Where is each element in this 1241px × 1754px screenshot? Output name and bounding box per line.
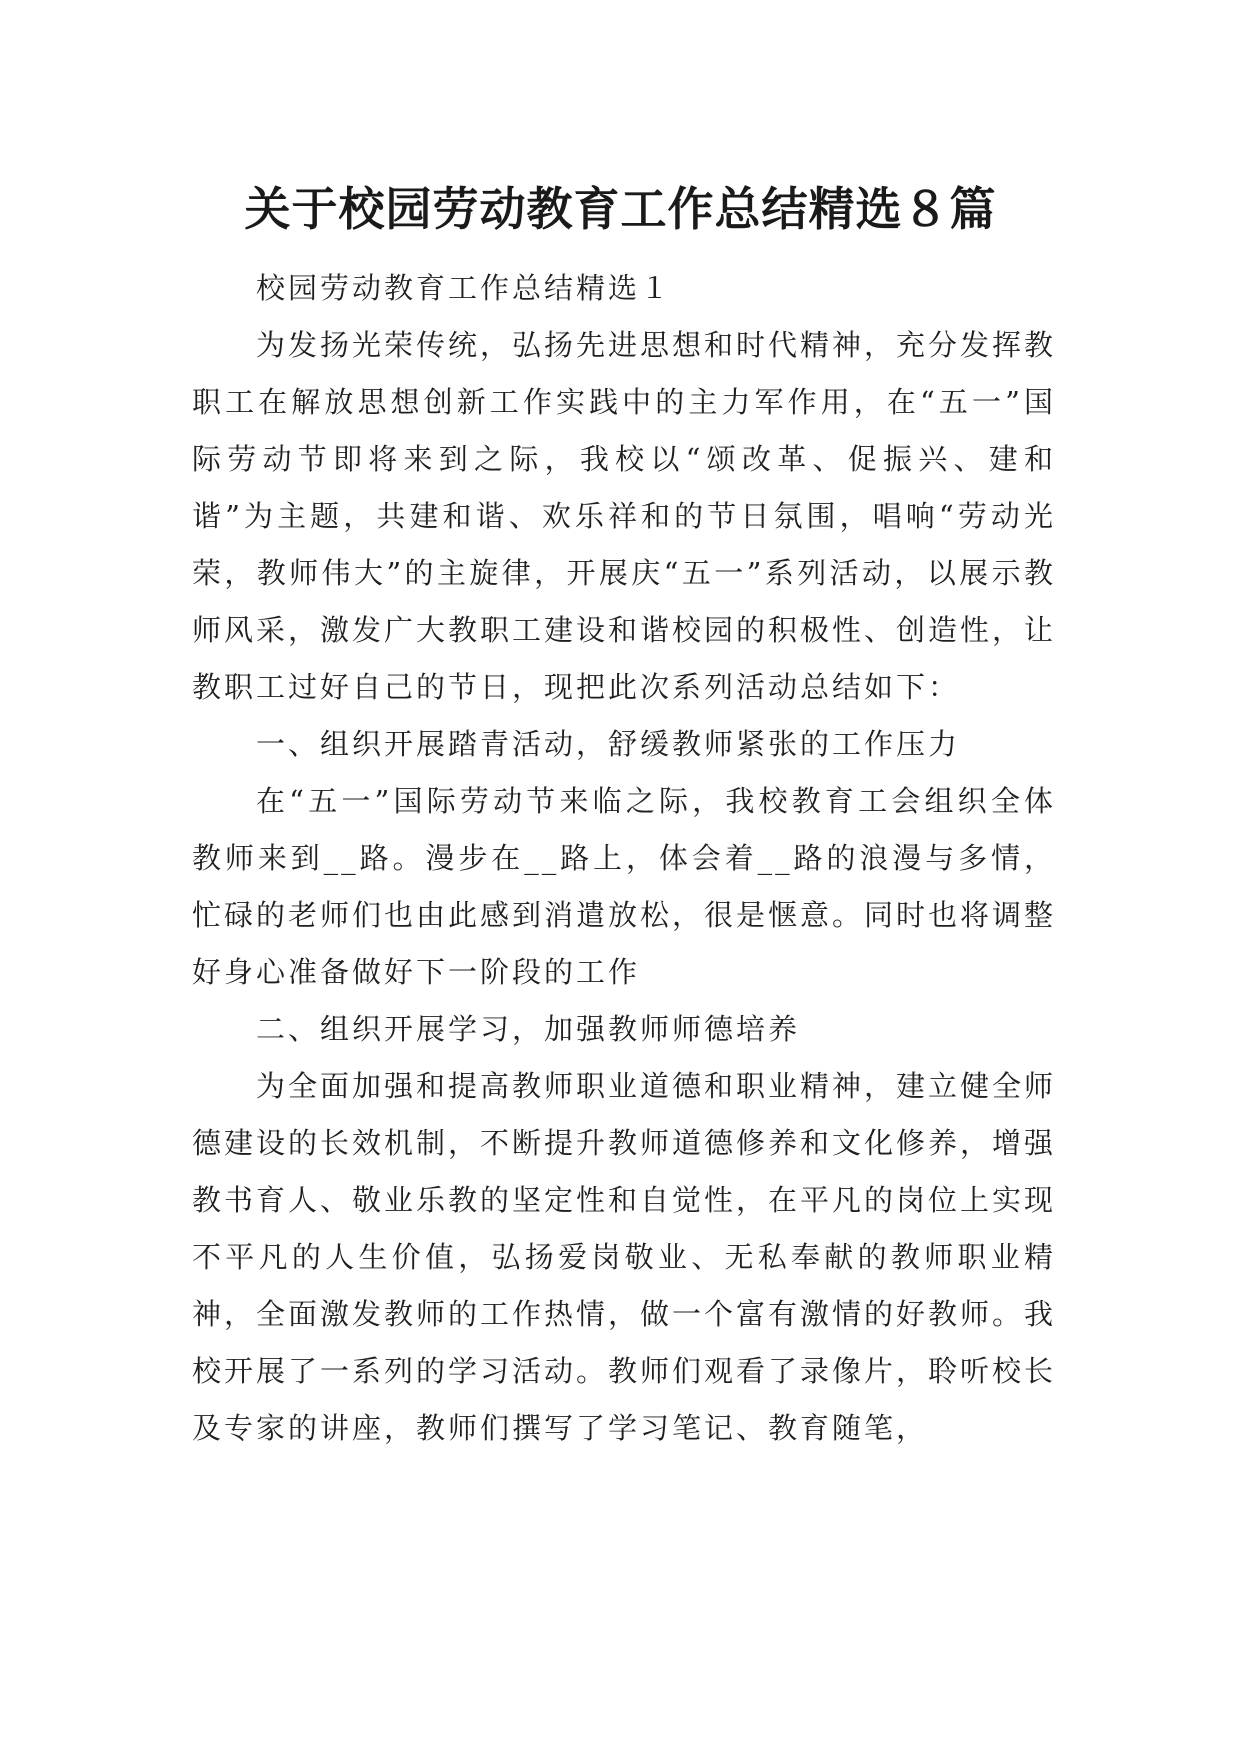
document-title: 关于校园劳动教育工作总结精选８篇: [244, 181, 997, 236]
paragraph-intro: 为发扬光荣传统，弘扬先进思想和时代精神，充分发挥教职工在解放思想创新工作实践中的主力军作用，在“五一”国际劳动节即将来到之际，我校以“颂改革、促振兴、建和谐”为主题，共建和谐、欢乐祥和的节日氛围，唱响“劳动光荣，教师伟大”的主旋律，开展庆“五一”系列活动，以展示教师风采，激发广大教职工建设和谐校园的积极性、创造性，让教职工过好自己的节日，现把此次系列活动总结如下：: [192, 328, 1057, 704]
paragraph-study: 为全面加强和提高教师职业道德和职业精神，建立健全师德建设的长效机制，不断提升教师道德修养和文化修养，增强教书育人、敬业乐教的坚定性和自觉性，在平凡的岗位上实现不平凡的人生价值，弘扬爱岗敬业、无私奉献的教师职业精神，全面激发教师的工作热情，做一个富有激情的好教师。我校开展了一系列的学习活动。教师们观看了录像片，聆听校长及专家的讲座，教师们撰写了学习笔记、教育随笔，: [192, 1069, 1057, 1445]
document-body: [192, 260, 1056, 1457]
paragraph-heading-2: 二、组织开展学习，加强教师师德培养: [256, 1012, 801, 1046]
paragraph-outing: 在“五一”国际劳动节来临之际，我校教育工会组织全体教师来到__路。漫步在__路上，体会着__路的浪漫与多情，忙碌的老师们也由此感到消遣放松，很是惬意。同时也将调整好身心准备做好下一阶段的工作: [192, 784, 1057, 989]
paragraph-section-heading: 校园劳动教育工作总结精选１: [256, 271, 673, 305]
paragraph-heading-1: 一、组织开展踏青活动，舒缓教师紧张的工作压力: [256, 727, 961, 761]
